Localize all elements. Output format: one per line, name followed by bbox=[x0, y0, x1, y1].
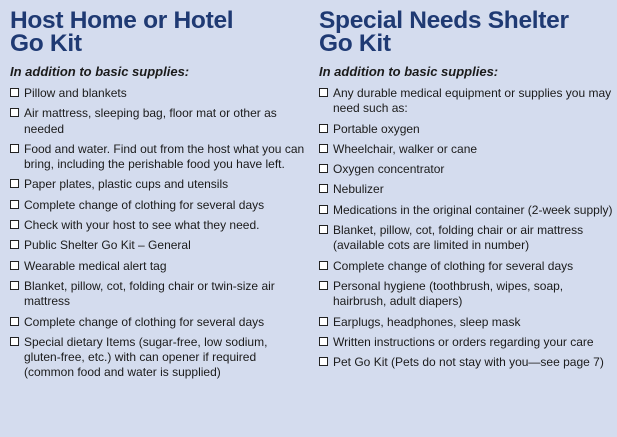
host-home-subtitle: In addition to basic supplies: bbox=[10, 64, 190, 79]
checklist-item-label: Air mattress, sleeping bag, floor mat or other as needed bbox=[24, 106, 277, 136]
checklist-item bbox=[319, 279, 615, 310]
checklist-item-label: Check with your host to see what they need. bbox=[24, 218, 260, 233]
checkbox-icon bbox=[319, 337, 328, 346]
checklist-item-label: Personal hygiene (toothbrush, wipes, soap, hairbrush, adult diapers) bbox=[333, 278, 564, 309]
host-home-title: Host Home or Hotel Go Kit bbox=[10, 7, 234, 57]
checkbox-icon bbox=[10, 261, 19, 270]
checklist-item bbox=[319, 259, 615, 274]
checklist-item-label: Public Shelter Go Kit – General bbox=[24, 238, 191, 253]
checklist-item bbox=[319, 223, 615, 254]
checkbox-icon bbox=[10, 317, 19, 326]
special-needs-subtitle: In addition to basic supplies: bbox=[319, 64, 499, 79]
special-needs-title: Special Needs Shelter Go Kit bbox=[319, 7, 569, 57]
checkbox-icon bbox=[319, 144, 328, 153]
checklist-item-label: Pet Go Kit (Pets do not stay with you—see page 7) bbox=[333, 355, 604, 370]
checklist-item bbox=[10, 86, 305, 101]
checkbox-icon bbox=[10, 220, 19, 229]
checklist-item bbox=[10, 142, 305, 173]
checklist-item bbox=[10, 218, 305, 233]
checklist-item-label: Wearable medical alert tag bbox=[24, 258, 167, 273]
checkbox-icon bbox=[319, 124, 328, 133]
special-needs-column bbox=[319, 0, 615, 375]
checkbox-icon bbox=[10, 144, 19, 153]
checklist-item bbox=[319, 162, 615, 177]
checklist-item bbox=[10, 238, 305, 253]
checklist-item bbox=[319, 335, 615, 350]
checklist-item-label: Paper plates, plastic cups and utensils bbox=[24, 177, 229, 192]
checkbox-icon bbox=[10, 337, 19, 346]
checkbox-icon bbox=[319, 225, 328, 234]
checkbox-icon bbox=[319, 164, 328, 173]
checklist-item-label: Food and water. Find out from the host what you can bring, including the perishable food you have left. bbox=[24, 141, 305, 172]
checklist-item bbox=[319, 315, 615, 330]
checklist-item-label: Blanket, pillow, cot, folding chair or twin-size air mattress bbox=[24, 278, 275, 309]
checklist-item-label: Oxygen concentrator bbox=[333, 162, 445, 177]
checkbox-icon bbox=[10, 200, 19, 209]
checklist-item-label: Complete change of clothing for several days bbox=[333, 258, 574, 273]
special-needs-checklist bbox=[319, 86, 615, 370]
checklist-item-label: Special dietary Items (sugar-free, low sodium, gluten-free, etc.) with can opener if required (common food and water is supplied) bbox=[24, 334, 268, 380]
host-home-checklist bbox=[10, 86, 305, 381]
checklist-item bbox=[10, 315, 305, 330]
checklist-item-label: Medications in the original container (2-week supply) bbox=[333, 202, 613, 217]
checklist-item bbox=[319, 203, 615, 218]
checklist-item-label: Nebulizer bbox=[333, 182, 384, 197]
checkbox-icon bbox=[10, 281, 19, 290]
checklist-item bbox=[319, 182, 615, 197]
checklist-item bbox=[10, 177, 305, 192]
checklist-item-label: Earplugs, headphones, sleep mask bbox=[333, 314, 521, 329]
checkbox-icon bbox=[319, 205, 328, 214]
checklist-item bbox=[10, 106, 305, 137]
checkbox-icon bbox=[319, 184, 328, 193]
checklist-item bbox=[10, 279, 305, 310]
checkbox-icon bbox=[319, 317, 328, 326]
host-home-column bbox=[10, 0, 305, 386]
checklist-item bbox=[319, 355, 615, 370]
checkbox-icon bbox=[319, 261, 328, 270]
checkbox-icon bbox=[10, 240, 19, 249]
checklist-item bbox=[319, 142, 615, 157]
checklist-item bbox=[319, 86, 615, 117]
checklist-item bbox=[10, 335, 305, 381]
checklist-item-label: Wheelchair, walker or cane bbox=[333, 141, 478, 156]
checkbox-icon bbox=[10, 179, 19, 188]
checklist-item-label: Pillow and blankets bbox=[24, 86, 127, 100]
checklist-item-label: Portable oxygen bbox=[333, 121, 420, 136]
checklist-item-label: Blanket, pillow, cot, folding chair or air mattress (available cots are limited in number) bbox=[333, 223, 584, 253]
checkbox-icon bbox=[319, 88, 328, 97]
checklist-item bbox=[10, 259, 305, 274]
checklist-item-label: Complete change of clothing for several days bbox=[24, 314, 265, 329]
checklist-item-label: Any durable medical equipment or supplies you may need such as: bbox=[333, 86, 612, 116]
checkbox-icon bbox=[319, 357, 328, 366]
checklist-item-label: Complete change of clothing for several days bbox=[24, 197, 265, 212]
checklist-item-label: Written instructions or orders regarding your care bbox=[333, 334, 594, 349]
checkbox-icon bbox=[10, 88, 19, 97]
checklist-item bbox=[10, 198, 305, 213]
checkbox-icon bbox=[10, 108, 19, 117]
checkbox-icon bbox=[319, 281, 328, 290]
checklist-item bbox=[319, 122, 615, 137]
